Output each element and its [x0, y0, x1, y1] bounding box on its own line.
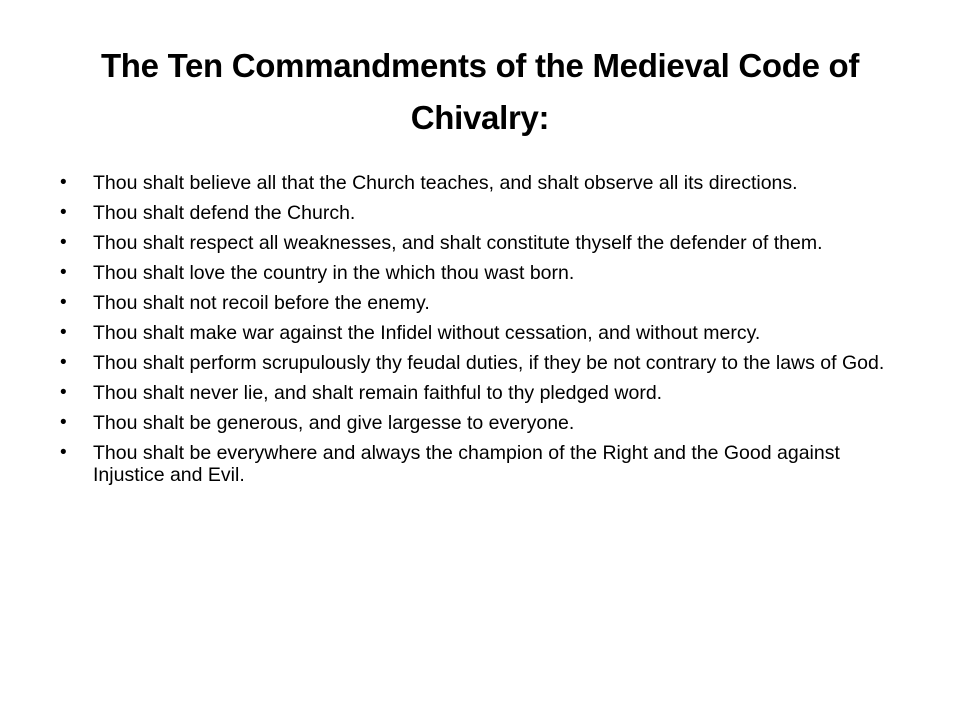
list-item-text: Thou shalt never lie, and shalt remain faithful to thy pledged word. [93, 382, 663, 404]
bullet-icon: • [60, 232, 67, 253]
bullet-icon: • [60, 322, 67, 343]
list-item-text: Thou shalt be everywhere and always the champion of the Right and the Good against Injustice and Evil. [93, 442, 840, 486]
list-item [60, 322, 900, 344]
bullet-icon: • [60, 442, 67, 463]
list-item-text: Thou shalt perform scrupulously thy feudal duties, if they be not contrary to the laws of God. [93, 352, 885, 374]
bullet-icon: • [60, 202, 67, 223]
list-item [60, 292, 900, 314]
list-item-text: Thou shalt make war against the Infidel without cessation, and without mercy. [93, 322, 761, 344]
list-item [60, 202, 900, 224]
bullet-icon: • [60, 412, 67, 433]
bullet-icon: • [60, 352, 67, 373]
bullet-icon: • [60, 262, 67, 283]
list-item [60, 382, 900, 404]
commandments-list [60, 172, 900, 494]
list-item [60, 352, 900, 374]
bullet-icon: • [60, 172, 67, 193]
bullet-icon: • [60, 382, 67, 403]
list-item-text: Thou shalt be generous, and give largesse to everyone. [93, 412, 575, 434]
list-item-text: Thou shalt not recoil before the enemy. [93, 292, 430, 314]
list-item-text: Thou shalt defend the Church. [93, 202, 356, 224]
list-item [60, 442, 900, 486]
list-item [60, 412, 900, 434]
list-item [60, 262, 900, 284]
list-item-text: Thou shalt love the country in the which thou wast born. [93, 262, 575, 284]
list-item-text: Thou shalt believe all that the Church teaches, and shalt observe all its directions. [93, 172, 798, 194]
bullet-icon: • [60, 292, 67, 313]
list-item-text: Thou shalt respect all weaknesses, and shalt constitute thyself the defender of them. [93, 232, 823, 254]
list-item [60, 172, 900, 194]
list-item [60, 232, 900, 254]
slide-title: The Ten Commandments of the Medieval Code of Chivalry: [100, 47, 860, 136]
